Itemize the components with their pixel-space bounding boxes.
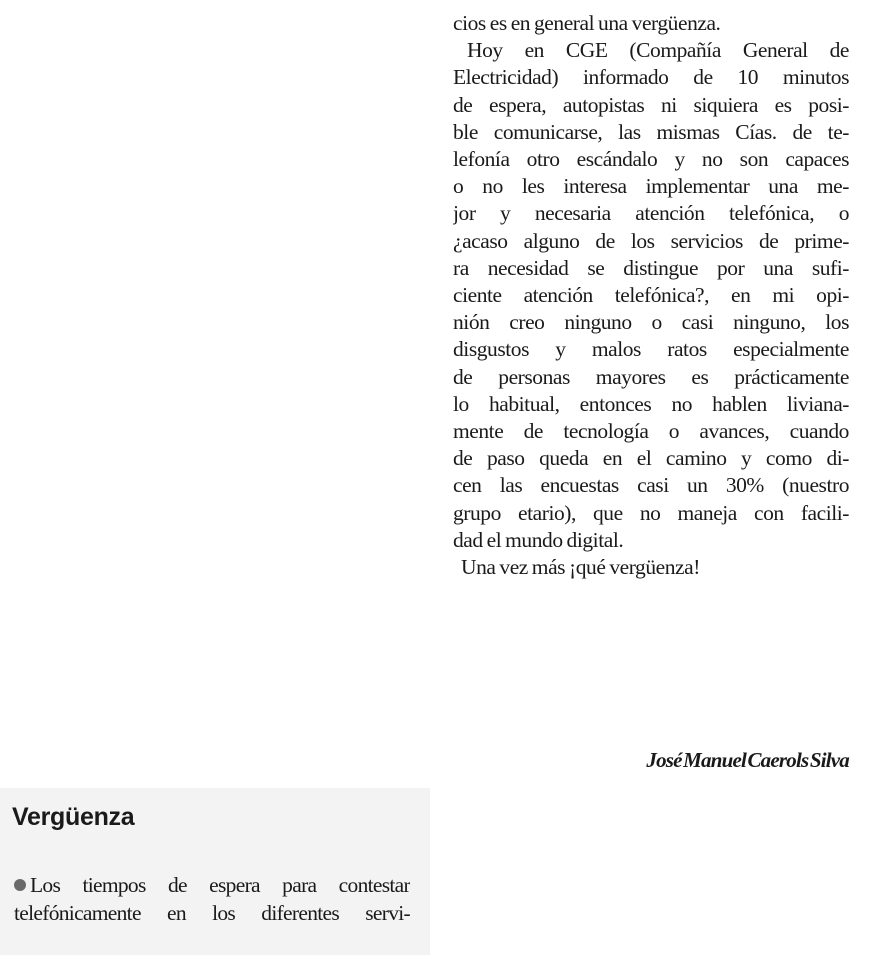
text-line: o no les interesa implementar una me- [453, 174, 849, 199]
text-line [14, 872, 410, 900]
text-line: nión creo ninguno o casi ninguno, los [453, 310, 849, 335]
text-line: ciente atención telefónica?, en mi opi- [453, 283, 849, 308]
text-line: cios es en general una vergüenza. [453, 11, 721, 35]
author-signature: José Manuel Caerols Silva [646, 748, 849, 772]
text-line: Hoy en CGE (Compañía General de [467, 38, 849, 63]
text-line: disgustos y malos ratos especialmente [453, 337, 849, 362]
letter-headline: Vergüenza [12, 803, 135, 831]
text-line: mente de tecnología o avances, cuando [453, 419, 849, 444]
text-line: ra necesidad se distingue por una sufi- [453, 255, 849, 280]
text-line-content: Los tiempos de espera para contestar [30, 873, 410, 897]
text-line: de espera, autopistas ni siquiera es posi- [453, 92, 849, 117]
text-line: grupo etario), que no maneja con facili- [453, 500, 849, 525]
text-line: de paso queda en el camino y como di- [453, 446, 849, 471]
text-line: telefónicamente en los diferentes servi- [14, 900, 410, 925]
article-continuation-column [453, 10, 849, 581]
bullet-icon [14, 879, 26, 891]
text-line: Electricidad) informado de 10 minutos [453, 65, 849, 90]
text-line: cen las encuestas casi un 30% (nuestro [453, 473, 849, 498]
letter-body-column [14, 872, 410, 927]
text-line: jor y necesaria atención telefónica, o [453, 201, 849, 226]
closing-line: Una vez más ¡qué vergüenza! [461, 555, 700, 580]
text-line: ¿acaso alguno de los servicios de prime- [453, 228, 849, 253]
text-line: dad el mundo digital. [453, 527, 624, 552]
text-line: lo habitual, entonces no hablen liviana- [453, 391, 849, 416]
text-line: ble comunicarse, las mismas Cías. de te- [453, 119, 849, 144]
text-line: de personas mayores es prácticamente [453, 364, 849, 389]
text-line: lefonía otro escándalo y no son capaces [453, 147, 849, 172]
